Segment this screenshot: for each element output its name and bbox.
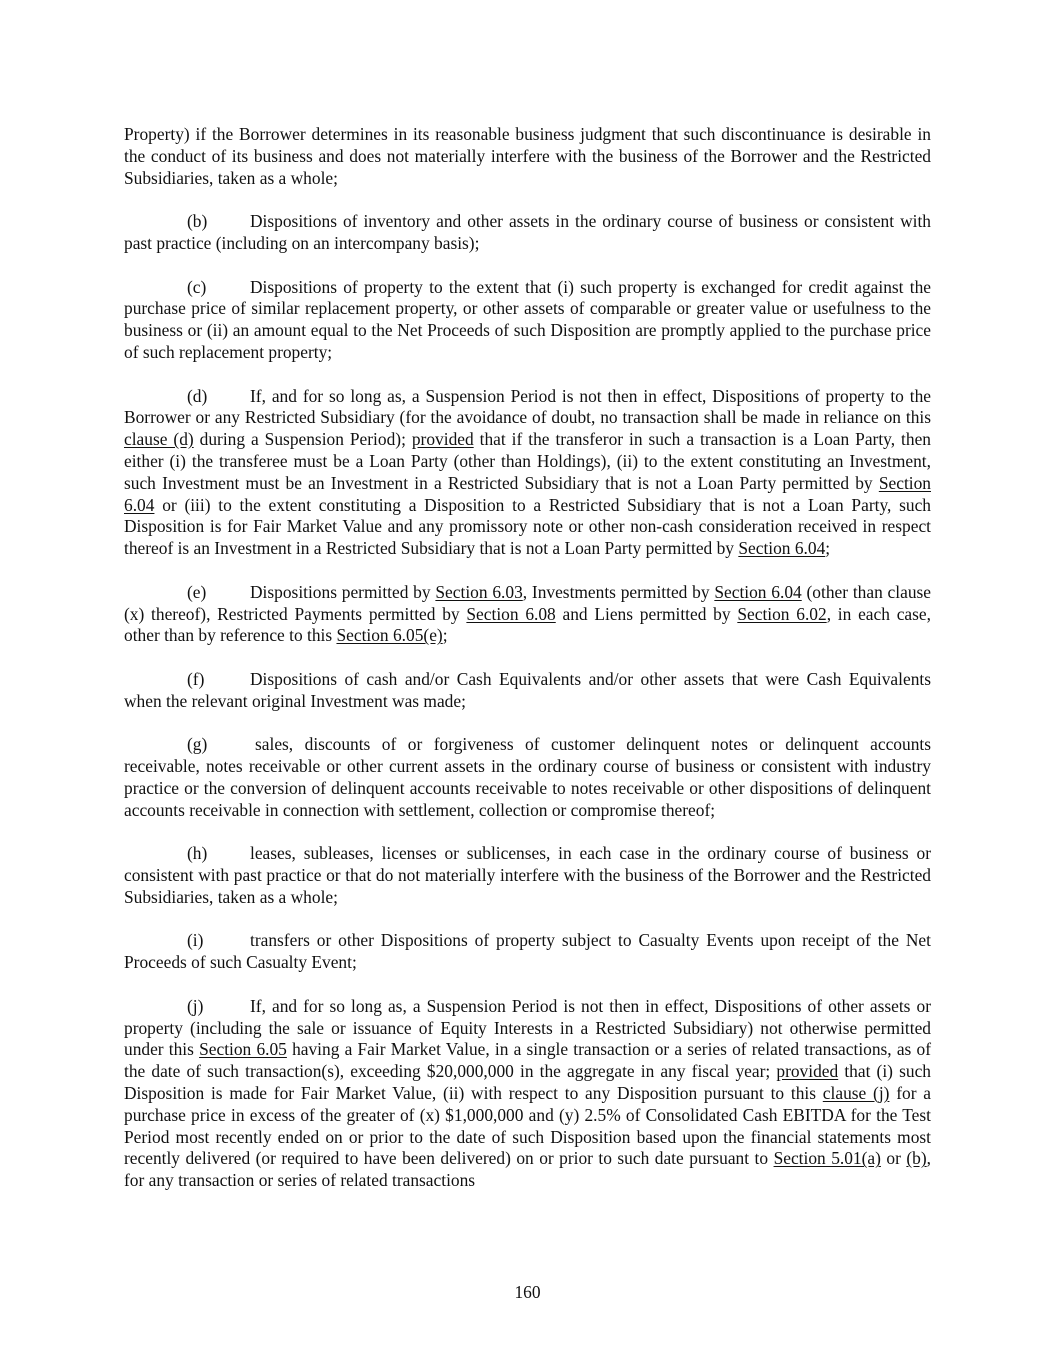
clause-g — [124, 734, 931, 821]
clause-text: If, and for so long as, a Suspension Period is not then in effect, Dispositions of other assets or property (including the sale or issuance of Equity Interests in a Restricted Subsidiary) not otherwise permitted under this — [124, 995, 931, 1060]
paragraph-text: Property) if the Borrower determines in its reasonable business judgment that such discontinuance is desirable in the conduct of its business and does not materially interfere with the business of the Borrower and the Restricted Subsidiaries, taken as a whole; — [124, 124, 931, 188]
clause-text: ; — [442, 625, 448, 646]
clause-text: ; — [825, 538, 831, 559]
clause-text: Dispositions of cash and/or Cash Equivalents and/or other assets that were Cash Equivalents when the relevant original Investment was made; — [124, 668, 931, 711]
clause-label: (i) — [187, 930, 204, 951]
clause-text: sales, discounts of or forgiveness of customer delinquent notes or delinquent accounts receivable, notes receivable or other current assets in the ordinary course of business or consistent with industry practice or the conversion of delinquent accounts receivable to notes receivable or other dispositions of delinquent accounts receivable in connection with settlement, collection or compromise thereof; — [124, 734, 931, 820]
clause-label: (d) — [187, 385, 208, 406]
clause-f — [124, 669, 931, 713]
clause-text: that (i) such Disposition is made for Fair Market Value, (ii) with respect to any Disposition pursuant to this — [124, 1061, 931, 1104]
clause-label: (h) — [187, 843, 208, 864]
cross-reference: Section 6.03 — [435, 581, 523, 602]
clause-label: (j) — [187, 995, 204, 1016]
clause-text: , for any transaction or series of related transactions — [124, 1148, 932, 1191]
page-number: 160 — [514, 1282, 541, 1302]
clause-label: (e) — [187, 581, 207, 602]
clause-text: Dispositions permitted by — [250, 581, 436, 602]
defined-term: provided — [776, 1061, 839, 1082]
clause-text: transfers or other Dispositions of property subject to Casualty Events upon receipt of the Net Proceeds of such Casualty Event; — [124, 930, 931, 973]
clause-text: Dispositions of property to the extent that (i) such property is exchanged for credit against the purchase price of similar replacement property, or other assets of comparable or greater value or usefulness to the business or (ii) an amount equal to the Net Proceeds of such Disposition are promptly applied to the purchase price of such replacement property; — [124, 276, 931, 362]
clause-text: that if the transferor in such a transaction is a Loan Party, then either (i) the transferee must be a Loan Party (other than Holdings), (ii) to the extent constituting an Investment, such Investment must be an Investment in a Restricted Subsidiary that is not a Loan Party permitted by — [124, 429, 931, 493]
clause-text: during a Suspension Period); — [193, 429, 412, 450]
clause-text: leases, subleases, licenses or sublicenses, in each case in the ordinary course of business or consistent with past practice or that do not materially interfere with the business of the Borrower and the Restricted Subsidiaries, taken as a whole; — [124, 843, 931, 907]
cross-reference: (b) — [906, 1148, 927, 1169]
clause-text: If, and for so long as, a Suspension Period is not then in effect, Dispositions of property to the Borrower or any Restricted Subsidiary (for the avoidance of doubt, no transaction shall be made in reliance on this — [124, 385, 931, 428]
cross-reference: Section 6.04 — [124, 472, 931, 515]
clause-text: Dispositions of inventory and other assets in the ordinary course of business or consistent with past practice (including on an intercompany basis); — [124, 211, 931, 253]
clause-text: for a purchase price in excess of the greater of (x) $1,000,000 and (y) 2.5% of Consolidated Cash EBITDA for the Test Period most recently ended on or prior to the date of such Disposition based upon the financial statements most recently delivered (or required to have been delivered) on or prior to such date pursuant to — [124, 1083, 931, 1169]
paragraph-continuation — [124, 124, 931, 189]
cross-reference: clause (d) — [124, 429, 194, 450]
clause-label: (c) — [187, 276, 207, 297]
clause-i — [124, 930, 931, 974]
clause-e — [124, 582, 931, 647]
clause-h — [124, 843, 931, 908]
clause-label: (b) — [187, 211, 208, 232]
clause-d — [124, 386, 931, 560]
clause-text: , in each case, other than by reference to this — [124, 603, 931, 646]
clause-j — [124, 996, 931, 1192]
cross-reference: Section 6.04 — [738, 538, 826, 559]
clause-text: (other than clause (x) thereof), Restricted Payments permitted by — [124, 581, 932, 624]
clause-text: and Liens permitted by — [555, 603, 738, 624]
cross-reference: Section 6.02 — [737, 603, 827, 624]
clause-text: having a Fair Market Value, in a single transaction or a series of related transactions, as of the date of such transaction(s), exceeding $20,000,000 in the aggregate in any fiscal year; — [124, 1039, 931, 1082]
cross-reference: Section 6.08 — [466, 603, 556, 624]
cross-reference: Section 6.04 — [714, 581, 802, 602]
defined-term: provided — [411, 429, 474, 450]
clause-label: (g) — [187, 734, 208, 755]
cross-reference: Section 6.05(e) — [336, 625, 443, 646]
cross-reference: Section 6.05 — [199, 1039, 287, 1060]
clause-text: , Investments permitted by — [522, 581, 715, 602]
clause-b — [124, 211, 931, 255]
cross-reference: Section 5.01(a) — [773, 1148, 881, 1169]
clause-c — [124, 277, 931, 364]
clause-text: or (iii) to the extent constituting a Disposition to a Restricted Subsidiary that is not a Loan Party, such Disposition is for Fair Market Value and any promissory note or other non-cash consideration received in respect thereof is an Investment in a Restricted Subsidiary that is not a Loan Party permitted by — [124, 494, 931, 559]
clause-text: or — [880, 1148, 907, 1169]
cross-reference: clause (j) — [822, 1083, 890, 1104]
document-page — [124, 124, 931, 1214]
clause-label: (f) — [187, 668, 205, 689]
